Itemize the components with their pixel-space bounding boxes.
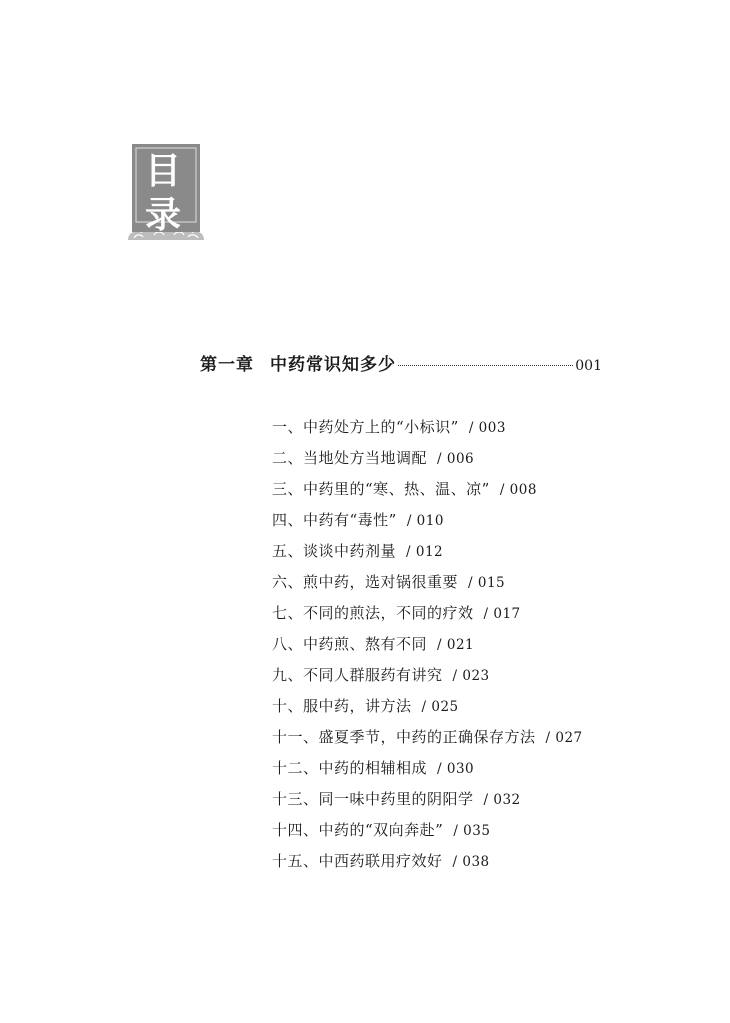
toc-entry-title: 四、中药有“毒性” <box>272 511 397 529</box>
toc-entry-page: / 027 <box>545 730 583 746</box>
toc-entry-title: 九、不同人群服药有讲究 <box>272 666 443 684</box>
toc-entry-title: 十五、中西药联用疗效好 <box>272 852 443 870</box>
toc-entry[interactable] <box>272 846 583 877</box>
toc-entry-title: 十二、中药的相辅相成 <box>272 759 428 777</box>
toc-entry-page: / 006 <box>437 451 475 467</box>
chapter-heading[interactable] <box>200 350 602 378</box>
badge-char-mu: 目 <box>144 151 181 192</box>
toc-entry-title: 三、中药里的“寒、热、温、凉” <box>272 480 490 498</box>
toc-entry[interactable] <box>272 567 583 598</box>
toc-entry-title: 五、谈谈中药剂量 <box>272 542 397 560</box>
toc-entry[interactable] <box>272 815 583 846</box>
toc-entry-page: / 003 <box>468 420 506 436</box>
toc-entry[interactable] <box>272 598 583 629</box>
toc-entry[interactable] <box>272 722 583 753</box>
toc-entry-page: / 035 <box>453 823 491 839</box>
toc-entry[interactable] <box>272 784 583 815</box>
toc-entry-title: 十一、盛夏季节，中药的正确保存方法 <box>272 728 536 746</box>
toc-entry-page: / 023 <box>452 668 490 684</box>
toc-entry-title: 十四、中药的“双向奔赴” <box>272 821 444 839</box>
toc-entry-page: / 025 <box>421 699 459 715</box>
toc-entry[interactable] <box>272 505 583 536</box>
toc-entry-page: / 010 <box>406 513 444 529</box>
toc-entry-title: 一、中药处方上的“小标识” <box>272 418 459 436</box>
toc-entry[interactable] <box>272 660 583 691</box>
toc-entry-title: 七、不同的煎法，不同的疗效 <box>272 604 474 622</box>
toc-list <box>272 412 583 877</box>
toc-entry[interactable] <box>272 536 583 567</box>
toc-entry-page: / 032 <box>483 792 521 808</box>
toc-entry-title: 十、服中药，讲方法 <box>272 697 412 715</box>
chapter-title: 中药常识知多少 <box>270 355 396 375</box>
toc-entry[interactable] <box>272 629 583 660</box>
badge-char-lu: 录 <box>144 195 181 236</box>
toc-entry[interactable] <box>272 474 583 505</box>
toc-entry-title: 二、当地处方当地调配 <box>272 449 428 467</box>
toc-entry-page: / 038 <box>452 854 490 870</box>
chapter-label: 第一章 <box>200 355 254 375</box>
toc-entry-page: / 030 <box>437 761 475 777</box>
contents-badge <box>126 138 206 250</box>
toc-entry[interactable] <box>272 443 583 474</box>
dot-leader <box>398 365 573 366</box>
toc-entry-title: 六、煎中药，选对锅很重要 <box>272 573 459 591</box>
toc-entry-title: 八、中药煎、熬有不同 <box>272 635 428 653</box>
toc-entry[interactable] <box>272 412 583 443</box>
toc-entry-page: / 021 <box>437 637 475 653</box>
chapter-page-number: 001 <box>575 358 602 374</box>
toc-entry-page: / 012 <box>406 544 444 560</box>
toc-entry[interactable] <box>272 691 583 722</box>
toc-entry-page: / 017 <box>483 606 521 622</box>
toc-entry-title: 十三、同一味中药里的阴阳学 <box>272 790 474 808</box>
toc-entry-page: / 008 <box>499 482 537 498</box>
toc-entry[interactable] <box>272 753 583 784</box>
toc-entry-page: / 015 <box>468 575 506 591</box>
